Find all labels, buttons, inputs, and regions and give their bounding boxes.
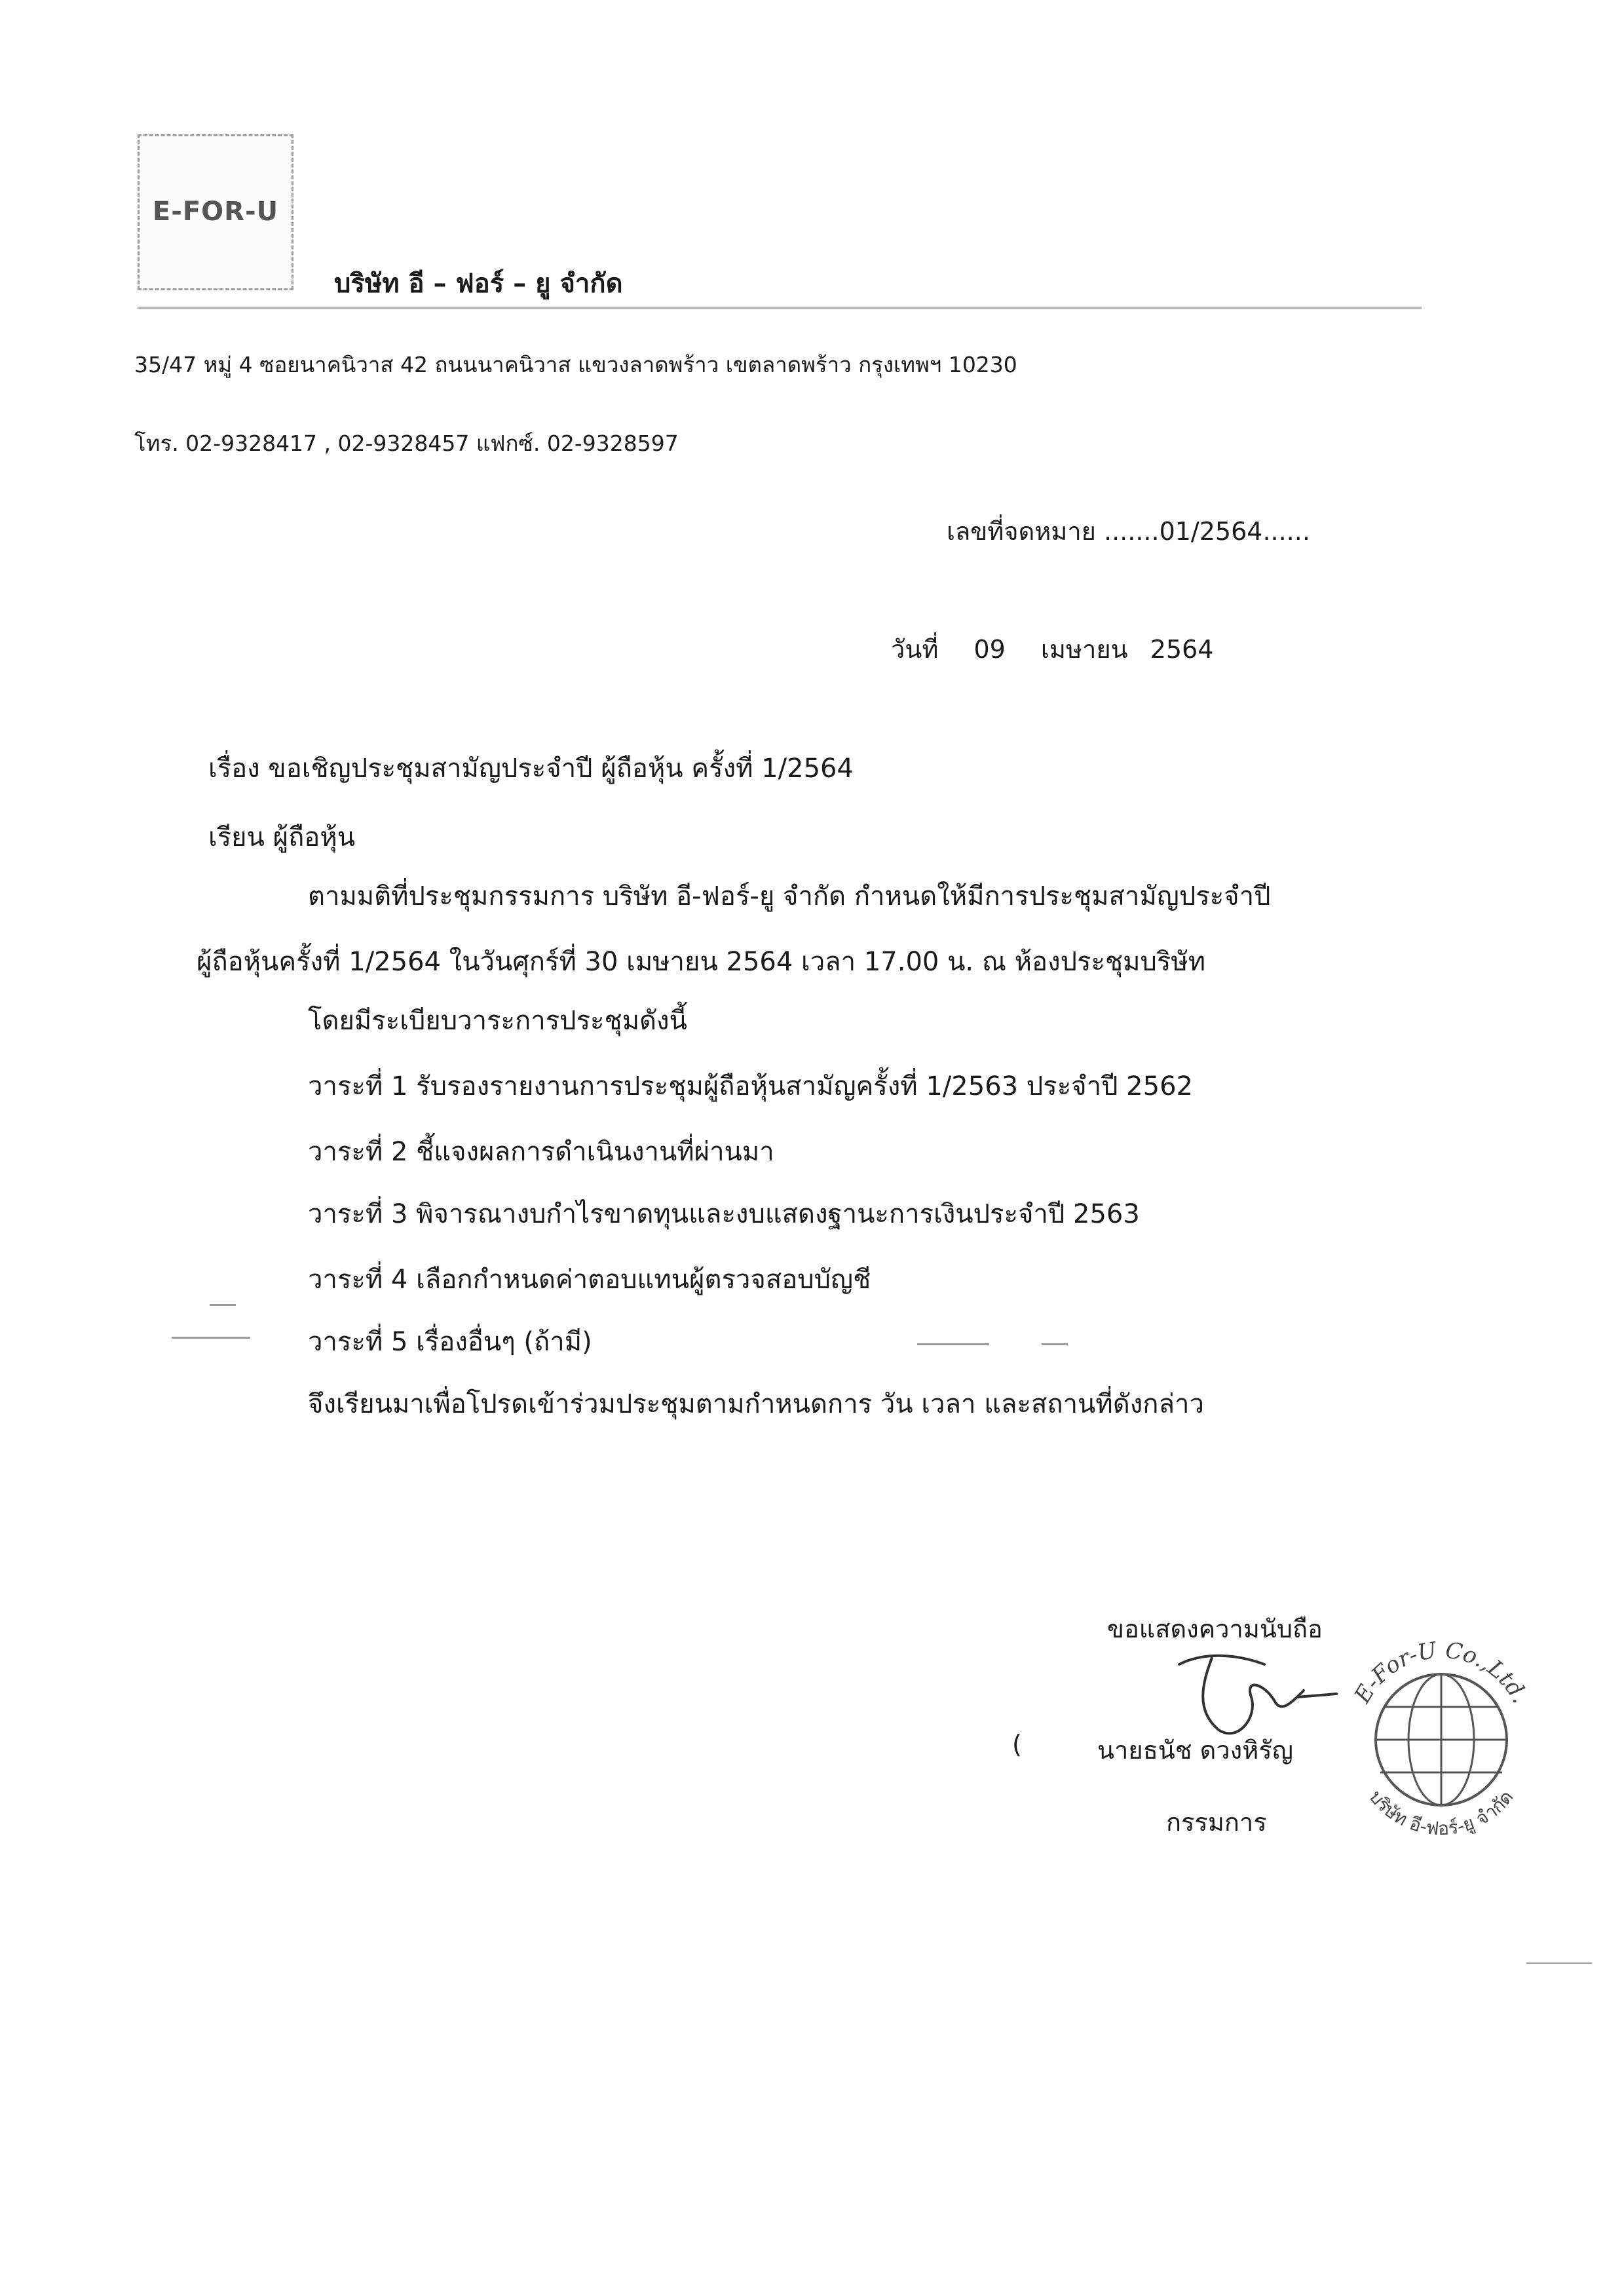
scan-artifact <box>1042 1343 1068 1345</box>
signer-title: กรรมการ <box>1166 1808 1267 1837</box>
company-phone: โทร. 02-9328417 , 02-9328457 แฟกซ์. 02-9328597 <box>134 430 679 456</box>
agenda-item: วาระที่ 5 เรื่องอื่นๆ (ถ้ามี) <box>308 1327 592 1357</box>
company-name: บริษัท อี – ฟอร์ – ยู จำกัด <box>334 269 623 299</box>
agenda-item: วาระที่ 4 เลือกกำหนดค่าตอบแทนผู้ตรวจสอบบัญชี <box>308 1265 871 1295</box>
company-seal-stamp <box>1333 1632 1549 1848</box>
date-month: เมษายน <box>1040 635 1128 664</box>
date-year: 2564 <box>1150 635 1214 664</box>
letter-number: เลขที่จดหมาย .......01/2564...... <box>947 517 1310 546</box>
agenda-item: วาระที่ 3 พิจารณางบกำไรขาดทุนและงบแสดงฐานะการเงินประจำปี 2563 <box>308 1199 1140 1229</box>
company-logo <box>138 134 293 290</box>
body-paragraph-line-1: ตามมติที่ประชุมกรรมการ บริษัท อี-ฟอร์-ยู จำกัด กำหนดให้มีการประชุมสามัญประจำปี <box>308 881 1271 911</box>
letter-subject: เรื่อง ขอเชิญประชุมสามัญประจำปี ผู้ถือหุ้น ครั้งที่ 1/2564 <box>208 754 854 784</box>
signer-name: นายธนัช ดวงหิรัญ <box>1097 1736 1294 1765</box>
scan-artifact <box>917 1343 989 1345</box>
stamp-text-bottom: บริษัท อี-ฟอร์-ยู จำกัด <box>1365 1786 1518 1840</box>
agenda-intro: โดยมีระเบียบวาระการประชุมดังนี้ <box>308 1006 687 1036</box>
closing-line: จึงเรียนมาเพื่อโปรดเข้าร่วมประชุมตามกำหนดการ วัน เวลา และสถานที่ดังกล่าว <box>308 1389 1204 1419</box>
date-label: วันที่ <box>891 635 939 664</box>
date-day: 09 <box>973 635 1006 664</box>
scan-artifact <box>210 1304 236 1306</box>
logo-text: E-FOR-U <box>152 197 279 227</box>
agenda-item: วาระที่ 2 ชี้แจงผลการดำเนินงานที่ผ่านมา <box>308 1137 774 1167</box>
body-paragraph-line-2: ผู้ถือหุ้นครั้งที่ 1/2564 ในวันศุกร์ที่ 30 เมษายน 2564 เวลา 17.00 น. ณ ห้องประชุมบริษัท <box>197 947 1206 977</box>
letter-date <box>891 629 1213 669</box>
scan-artifact <box>1526 1962 1592 1964</box>
stamp-text-top: E-For-U Co.,Ltd. <box>1349 1637 1534 1708</box>
regards-text: ขอแสดงความนับถือ <box>1107 1615 1323 1643</box>
signer-open-paren: ( <box>1012 1730 1022 1759</box>
header-divider <box>138 307 1422 309</box>
company-address: 35/47 หมู่ 4 ซอยนาคนิวาส 42 ถนนนาคนิวาส แขวงลาดพร้าว เขตลาดพร้าว กรุงเทพฯ 10230 <box>134 352 1017 377</box>
letter-recipient: เรียน ผู้ถือหุ้น <box>208 822 356 852</box>
agenda-item: วาระที่ 1 รับรองรายงานการประชุมผู้ถือหุ้นสามัญครั้งที่ 1/2563 ประจำปี 2562 <box>308 1071 1193 1101</box>
scan-artifact <box>172 1337 250 1339</box>
